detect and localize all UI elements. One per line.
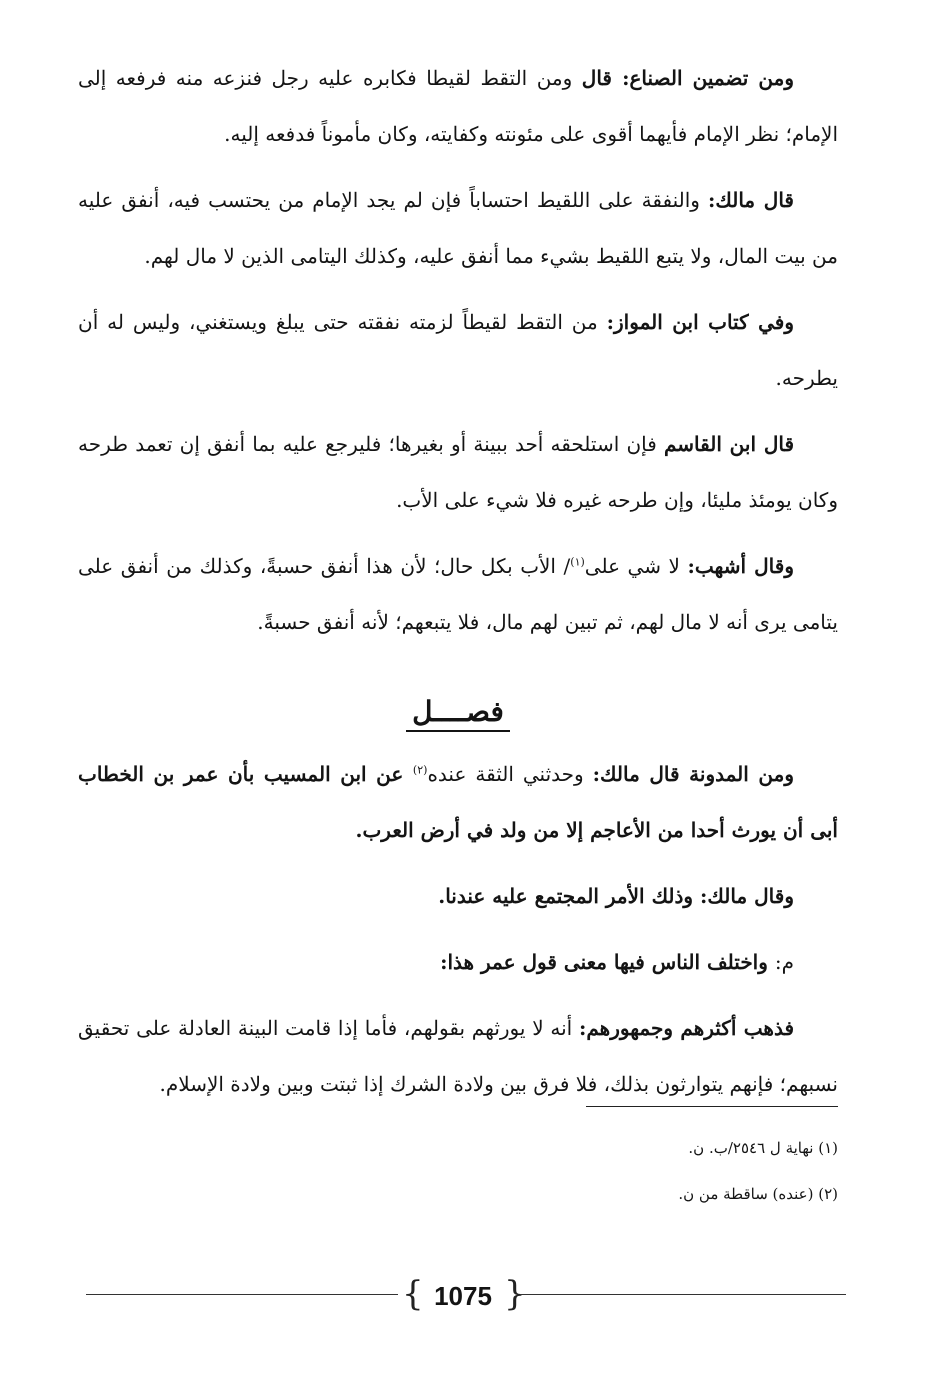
paragraph-lead: ومن المدونة قال مالك: (592, 762, 794, 786)
paragraph-text: / الأب بكل حال؛ لأن هذا أنفق حسبةً، وكذلك من أنفق على يتامى يرى أنه لا مال لهم، ثم تبين لهم مال، فلا يتبعهم؛ لأنه أنفق حسبةً. (78, 554, 838, 634)
paragraph-text: ومن التقط لقيطا فكابره عليه رجل فنزعه منه فرفعه إلى الإمام؛ نظر الإمام فأيهما أقوى على مئونته وكفايته، وكان مأموناً فدفعه إليه. (78, 66, 838, 146)
page-number-area (86, 1270, 846, 1320)
footnote-divider (586, 1106, 838, 1107)
left-brace: { (402, 1274, 424, 1314)
section-heading-text: فصــــل (406, 694, 510, 732)
paragraph-text: من التقط لقيطاً لزمته نفقته حتى يبلغ ويستغني، وليس له أن يطرحه. (78, 310, 838, 390)
paragraph-ibn-alqasim (78, 416, 838, 528)
footnote-2: (٢) (عنده) ساقطة من ن. (678, 1185, 838, 1203)
paragraph-lead: وقال أشهب: (687, 554, 794, 578)
paragraph-lead: وفي كتاب ابن المواز: (606, 310, 794, 334)
footnotes (400, 1136, 838, 1228)
paragraph-ashhab (78, 538, 838, 650)
page-number: 1075 (434, 1281, 492, 1311)
paragraph-lead: قال ابن القاسم (663, 432, 794, 456)
paragraph-malik-amr (78, 868, 838, 924)
paragraph-text: أنه لا يورثهم بقولهم، فأما إذا قامت البينة العادلة على تحقيق نسبهم؛ فإنهم يتوارثون بذلك، فلا فرق بين ولادة الشرك إذا ثبتت وبين ولادة الإسلام. (78, 1016, 838, 1096)
paragraph-lead: فذهب أكثرهم وجمهورهم: (578, 1016, 794, 1040)
paragraph-text: واختلف الناس فيها معنى قول عمر هذا: (440, 950, 775, 974)
paragraph-mudawwana (78, 746, 838, 858)
main-text (78, 50, 838, 1122)
footnote-ref-2: (٢) (412, 763, 428, 777)
paragraph-text: لا شي على (584, 554, 688, 578)
paragraph-malik-nafaqa (78, 172, 838, 284)
paragraph-text: عن ابن المسيب بأن عمر بن الخطاب أبى أن يورث أحدا من الأعاجم إلا من ولد في أرض العرب. (78, 762, 838, 842)
paragraph-text: وذلك الأمر المجتمع عليه عندنا. (438, 884, 701, 908)
section-heading (78, 684, 838, 740)
paragraph-text: فإن استلحقه أحد ببينة أو بغيرها؛ فليرجع عليه بما أنفق إن تعمد طرحه وكان يومئذ مليئا، وإن طرحه غيره فلا شيء على الأب. (78, 432, 838, 512)
paragraph-lead: ومن تضمين الصناع: قال (581, 66, 795, 90)
paragraph-ikhtilaf (78, 934, 838, 990)
paragraph-text: والنفقة على اللقيط احتساباً فإن لم يجد الإمام من يحتسب فيه، أنفق عليه من بيت المال، ولا يتبع اللقيط بشيء مما أنفق عليه، وكذلك اليتامى الذين لا مال لهم. (78, 188, 838, 268)
paragraph-tadmin (78, 50, 838, 162)
paragraph-lead: وقال مالك: (700, 884, 794, 908)
folio-rule-left (86, 1294, 398, 1295)
footnote-ref-1: (١) (570, 555, 585, 569)
paragraph-lead: م: (774, 950, 794, 974)
paragraph-jumhur (78, 1000, 838, 1112)
right-brace: } (504, 1274, 526, 1314)
folio-rule-right (520, 1294, 846, 1295)
paragraph-ibn-almawaz (78, 294, 838, 406)
paragraph-text: وحدثني الثقة عنده (427, 762, 593, 786)
footnote-1: (١) نهاية ل ٢٥٤٦/ب. ن. (688, 1139, 838, 1157)
paragraph-lead: قال مالك: (708, 188, 794, 212)
